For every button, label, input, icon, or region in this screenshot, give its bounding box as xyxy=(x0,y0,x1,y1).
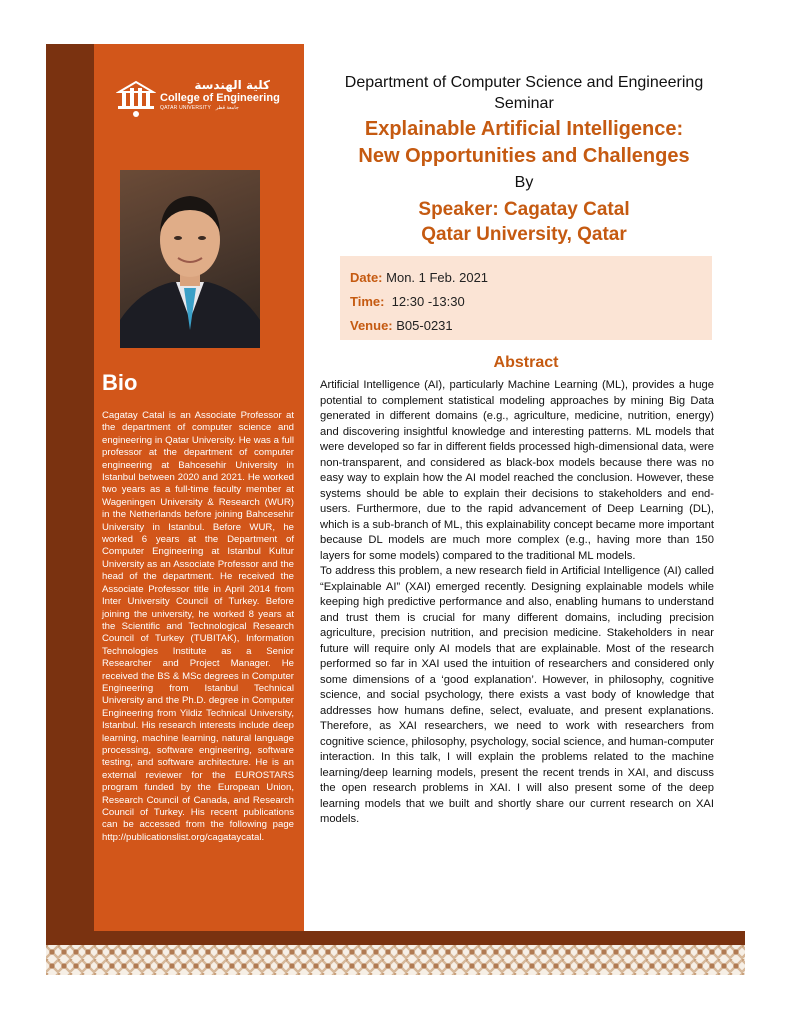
abstract-heading: Abstract xyxy=(493,354,559,371)
logo-arabic-text: كلية الهندسة xyxy=(194,78,270,92)
speaker-block xyxy=(330,197,718,247)
college-logo xyxy=(116,78,296,124)
venue-label: Venue: xyxy=(350,318,393,333)
event-time-row xyxy=(350,290,712,314)
abstract-paragraph-2: To address this problem, a new research field in Artificial Intelligence (AI) called “Explainable AI” (XAI) emerged recently. Designing explainable models while keeping high predictive performance and also, enabling humans to understand and trust them is crucial for many different domains, including precision agriculture, precision nutrition, and precision medicine. Stakeholders in near future will require only AI models that are explainable. Most of the research performed so far in XAI used the intuition of researchers and considered only some dimensions of a ‘good explanation’. However, in philosophy, cognitive science, and social psychology, there exists a vast body of knowledge that addresses how humans define, select, evaluate, and present explanations. Therefore, as XAI researchers, we need to work with researchers from cognitive science, philosophy, psychology, social science, and human-computer interaction. In this talk, I will explain the problems related to the machine learning/deep learning models, present the recent trends in XAI, and discuss the open research problems in XAI. I will also present some of the deep learning models that we built and shortly share our current research on XAI models. xyxy=(320,565,714,825)
logo-english-text: College of Engineering xyxy=(160,92,280,104)
venue-value: B05-0231 xyxy=(396,318,453,333)
department-line: Department of Computer Science and Engineering Seminar xyxy=(344,74,704,112)
bio-text: Cagatay Catal is an Associate Professor at the department of computer science and engineering in Qatar University. He was a full professor at the department of computer engineering at Bahcesehir University in Istanbul between 2020 and 2021. He worked two years as a full-time faculty member at Wageningen University & Research (WUR) in the Netherlands before joining Bahcesehir University in Istanbul. Before WUR, he worked 6 years at the Department of Computer Engineering at Istanbul Kultur University as an Associate Professor and the head of the department. He received the Associate Professor title in April 2014 from Inter University Council of Turkey. Before joining the university, he worked 8 years at the Scientific and Technological Research Council of Turkey (TUBITAK), Information Technologies Institute as a Senior Researcher and Project Manager. He received the BS & MSc degrees in Computer Engineering from Istanbul Technical University and the Ph.D. degree in Computer Engineering from Yildiz Technical University, Istanbul. His research interests include deep learning, machine learning, natural language processing, software engineering, software testing, and software architecture. He is an external reviewer for the EUROSTARS program funded by the European Union, Research Council of Canada, and Research Council of Turkey. His recent publications can be accessed from the following page http://publicationslist.org/cagataycatal. xyxy=(102,410,294,843)
abstract-body xyxy=(320,378,714,828)
bio-sidebar xyxy=(94,44,304,931)
college-emblem-icon xyxy=(116,80,156,120)
logo-university-line xyxy=(160,105,280,112)
speaker-affiliation: Qatar University, Qatar xyxy=(421,224,627,245)
abstract-paragraph-1: Artificial Intelligence (AI), particularly Machine Learning (ML), provides a huge potential to complement statistical modeling approaches by mining Big Data generated in different domains (e.g., agriculture, medicine, nutrition, energy) and discovering insightful knowledge and interesting patterns. ML models that were developed so far in different fields processed high-dimensional data, were non-transparent, and considered as black-box models because there was no easy way to explain how the AI model reached the conclusion. However, these systems should be able to explain their decisions to stakeholders and end-users. Furthermore, due to the rapid advancement of Deep Learning (DL), which is a sub-branch of ML, this explainability concept became more important because DL models are much more complex (e.g., having more than 150 layers for some models) compared to the traditional ML models. xyxy=(320,379,714,562)
seminar-title xyxy=(330,116,718,170)
by-line: By xyxy=(514,174,534,191)
bio-heading: Bio xyxy=(102,370,138,395)
date-label: Date: xyxy=(350,270,383,285)
event-date-row xyxy=(350,266,712,290)
speaker-name: Speaker: Cagatay Catal xyxy=(418,199,630,220)
date-value: Mon. 1 Feb. 2021 xyxy=(386,270,489,285)
event-venue-row xyxy=(350,314,712,338)
footer-decorative-pattern xyxy=(46,945,745,975)
sidebar-dark-strip xyxy=(46,44,94,931)
speaker-photo xyxy=(120,170,260,348)
logo-university-en: QATAR UNIVERSITY xyxy=(160,105,211,111)
speaker-portrait-icon xyxy=(120,170,260,348)
event-details-box xyxy=(340,256,712,340)
time-value: 12:30 -13:30 xyxy=(391,294,465,309)
logo-university-ar: جامعة قطر xyxy=(215,105,239,111)
seminar-title-line2: New Opportunities and Challenges xyxy=(358,145,690,167)
time-label: Time: xyxy=(350,294,385,309)
footer-bar xyxy=(46,931,745,945)
seminar-title-line1: Explainable Artificial Intelligence: xyxy=(364,118,684,140)
seminar-header xyxy=(330,72,718,247)
